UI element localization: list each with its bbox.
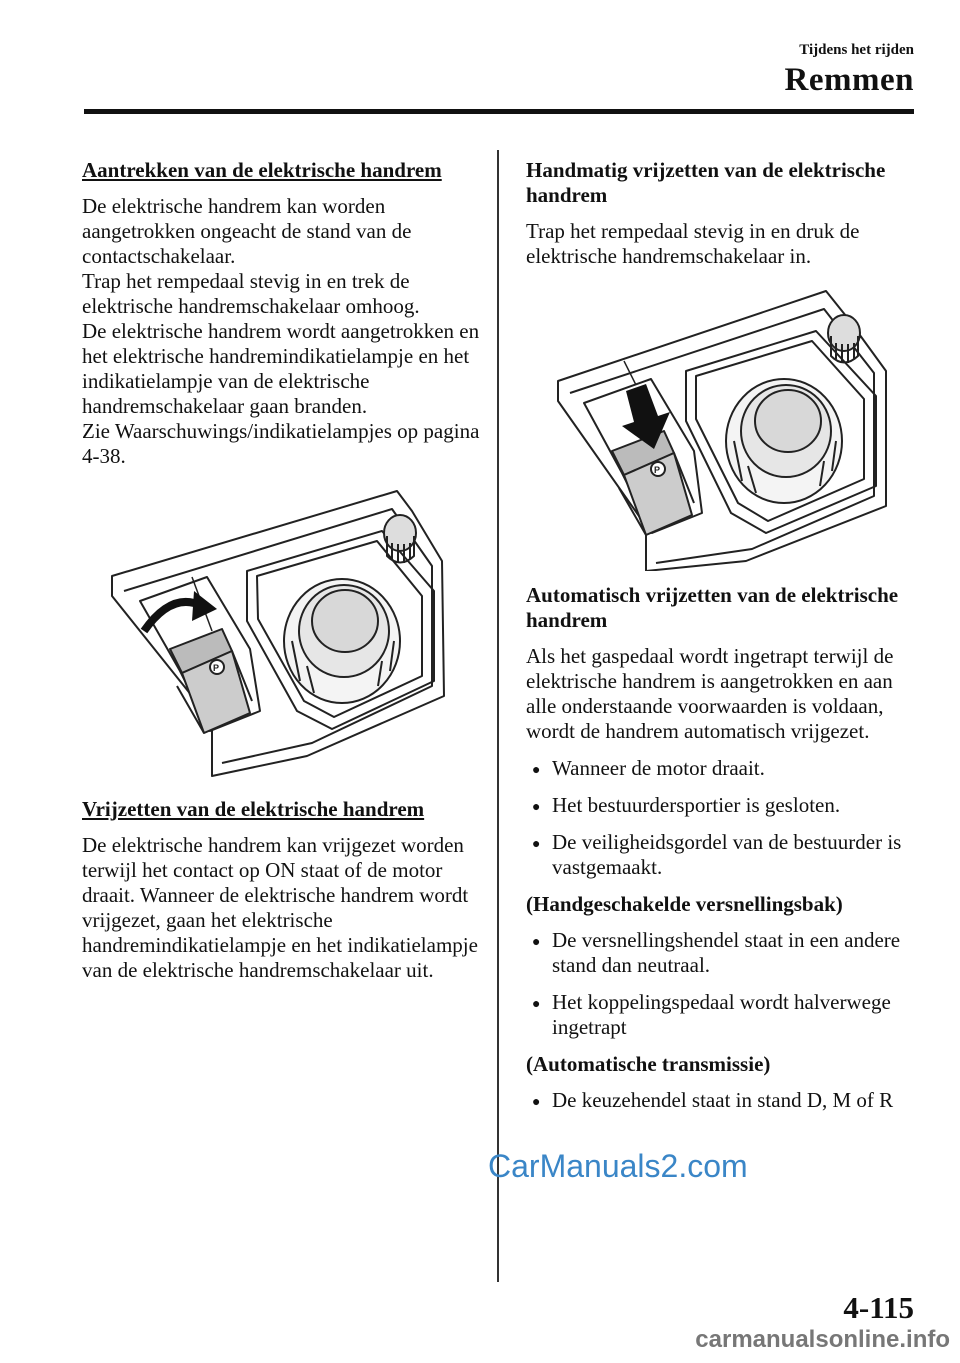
list-item: ● Het bestuurdersportier is gesloten.: [526, 793, 918, 818]
watermark-logo: CarManuals2.com: [488, 1148, 748, 1184]
bullet-icon: ●: [532, 763, 541, 778]
conditions-list: [526, 756, 918, 880]
list-item: ● De versnellingshendel staat in een andere stand dan neutraal.: [532, 928, 901, 977]
section-label: Tijdens het rijden: [799, 42, 914, 58]
heading-automatic-release: Automatisch vrijzetten van de elektrische handrem: [526, 583, 899, 632]
paragraph-reference: Zie Waarschuwings/indikatielampjes op pagina 4-38.: [82, 419, 480, 468]
header-rule: [84, 109, 914, 114]
bullet-icon: ●: [532, 997, 541, 1012]
heading-apply-brake: Aantrekken van de elektrische handrem: [82, 158, 442, 182]
subheading-automatic-transmission: (Automatische transmissie): [526, 1052, 771, 1076]
paragraph: De elektrische handrem kan vrijgezet worden terwijl het contact op ON staat of de motor draait. Wanneer de elektrische handrem wordt vrijgezet, gaan het elektrische handremindikatielampje en het indikatielampje van de elektrische handremschakelaar uit.: [82, 833, 478, 982]
illustration-pull-switch: [82, 481, 482, 781]
right-column: [526, 158, 918, 1125]
page-title: Remmen: [784, 62, 914, 98]
paragraph: De elektrische handrem wordt aangetrokken en het elektrische handremindikatielampje en het indikatielampje van de elektrische handremschakelaar gaan branden.: [82, 319, 480, 418]
bullet-icon: ●: [532, 800, 541, 815]
switch-p-label: P: [654, 465, 661, 475]
heading-manual-release: Handmatig vrijzetten van de elektrische handrem: [526, 158, 886, 207]
subheading-manual-gearbox: (Handgeschakelde versnellingsbak): [526, 892, 843, 916]
paragraph: Trap het rempedaal stevig in en trek de elektrische handremschakelaar omhoog.: [82, 269, 420, 318]
footer-watermark: carmanualsonline.info: [695, 1326, 950, 1353]
bullet-icon: ●: [532, 935, 541, 950]
column-divider: [497, 150, 499, 1282]
switch-p-label: P: [213, 663, 220, 673]
paragraph: Trap het rempedaal stevig in en druk de elektrische handremschakelaar in.: [526, 219, 860, 268]
left-column: [82, 158, 482, 995]
automatic-transmission-list: [526, 1088, 918, 1113]
bullet-icon: ●: [532, 1095, 541, 1110]
paragraph: De elektrische handrem kan worden aangetrokken ongeacht de stand van de contactschakelaar.: [82, 194, 412, 268]
manual-gearbox-list: [526, 928, 918, 1040]
heading-release-brake: Vrijzetten van de elektrische handrem: [82, 797, 425, 821]
list-item: ● De veiligheidsgordel van de bestuurder is vastgemaakt.: [532, 830, 902, 879]
list-item: ● Het koppelingspedaal wordt halverwege ingetrapt: [532, 990, 891, 1039]
bullet-icon: ●: [532, 837, 541, 852]
list-item: ● Wanneer de motor draait.: [526, 756, 918, 781]
paragraph: Als het gaspedaal wordt ingetrapt terwijl de elektrische handrem is aangetrokken en aan alle onderstaande voorwaarden is voldaan, wordt de handrem automatisch vrijgezet.: [526, 644, 894, 743]
page-number: 4-115: [843, 1290, 914, 1325]
illustration-press-switch: [526, 281, 918, 571]
list-item: ● De keuzehendel staat in stand D, M of R: [526, 1088, 918, 1113]
